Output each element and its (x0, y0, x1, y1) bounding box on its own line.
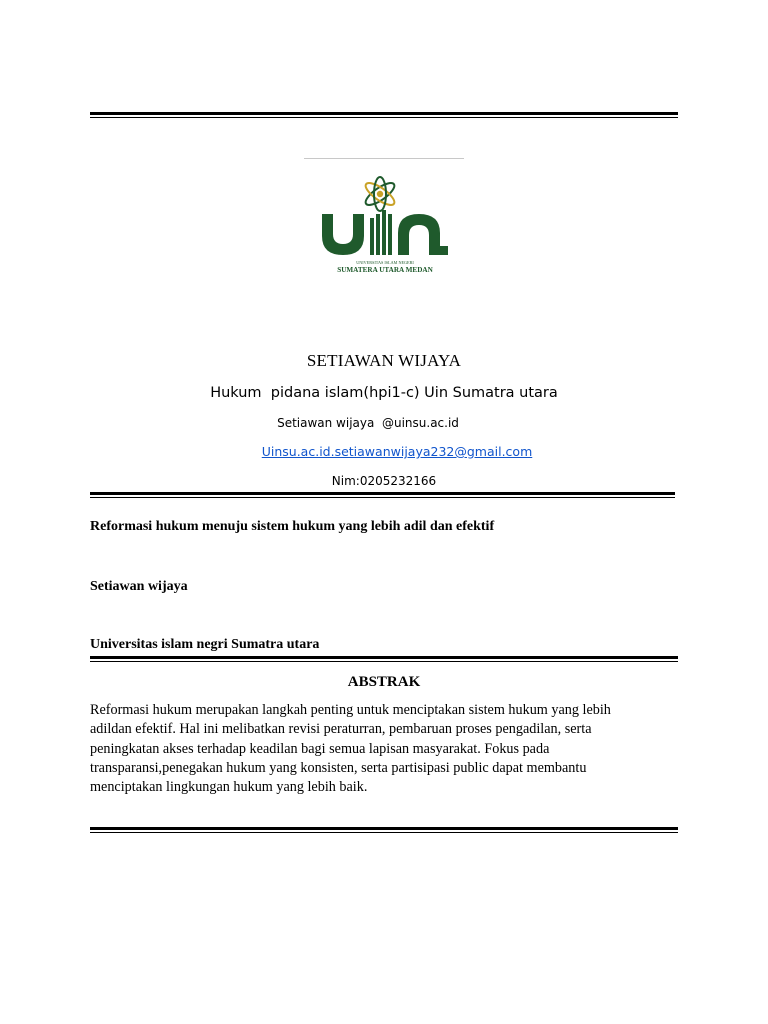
abstract-line: Reformasi hukum merupakan langkah penting untuk menciptakan sistem hukum yang lebih (90, 702, 611, 718)
author-name-heading: SETIAWAN WIJAYA (306, 351, 462, 370)
author-handle: Setiawan wijaya @uinsu.ac.id (277, 416, 459, 430)
logo-line2: SUMATERA UTARA MEDAN (337, 266, 433, 274)
abstract-top-divider (90, 656, 678, 662)
email-link[interactable]: Uinsu.ac.id.setiawanwijaya232@gmail.com (261, 444, 533, 459)
abstract-line: menciptakan lingkungan hukum yang lebih baik. (90, 779, 368, 796)
header-divider (90, 492, 675, 498)
paper-author: Setiawan wijaya (90, 579, 188, 594)
uin-logo (318, 174, 452, 278)
abstract-line: adildan efektif. Hal ini melibatkan revisi peraturran, pembaruan proses pengadilan, serta (90, 721, 592, 738)
affiliation-line: Hukum pidana islam(hpi1-c) Uin Sumatra utara (210, 385, 558, 401)
nim-line: Nim:0205232166 (331, 474, 437, 488)
top-divider (90, 112, 678, 118)
abstract-line: peningkatan akses terhadap keadilan bagi semua lapisan masyarakat. Fokus pada (90, 740, 550, 757)
paper-institution: Universitas islam negri Sumatra utara (90, 637, 320, 652)
abstract-body (90, 701, 660, 797)
abstract-heading: ABSTRAK (347, 674, 421, 690)
header-hairline (304, 158, 464, 159)
bottom-divider (90, 827, 678, 833)
uin-wordmark (322, 210, 448, 255)
abstract-line: transparansi,penegakan hukum yang konsisten, serta partisipasi public dapat membantu (90, 759, 587, 776)
logo-line1: UNIVERSITAS ISLAM NEGERI (356, 260, 414, 265)
paper-title: Reformasi hukum menuju sistem hukum yang lebih adil dan efektif (90, 519, 495, 534)
atom-icon (363, 177, 398, 211)
